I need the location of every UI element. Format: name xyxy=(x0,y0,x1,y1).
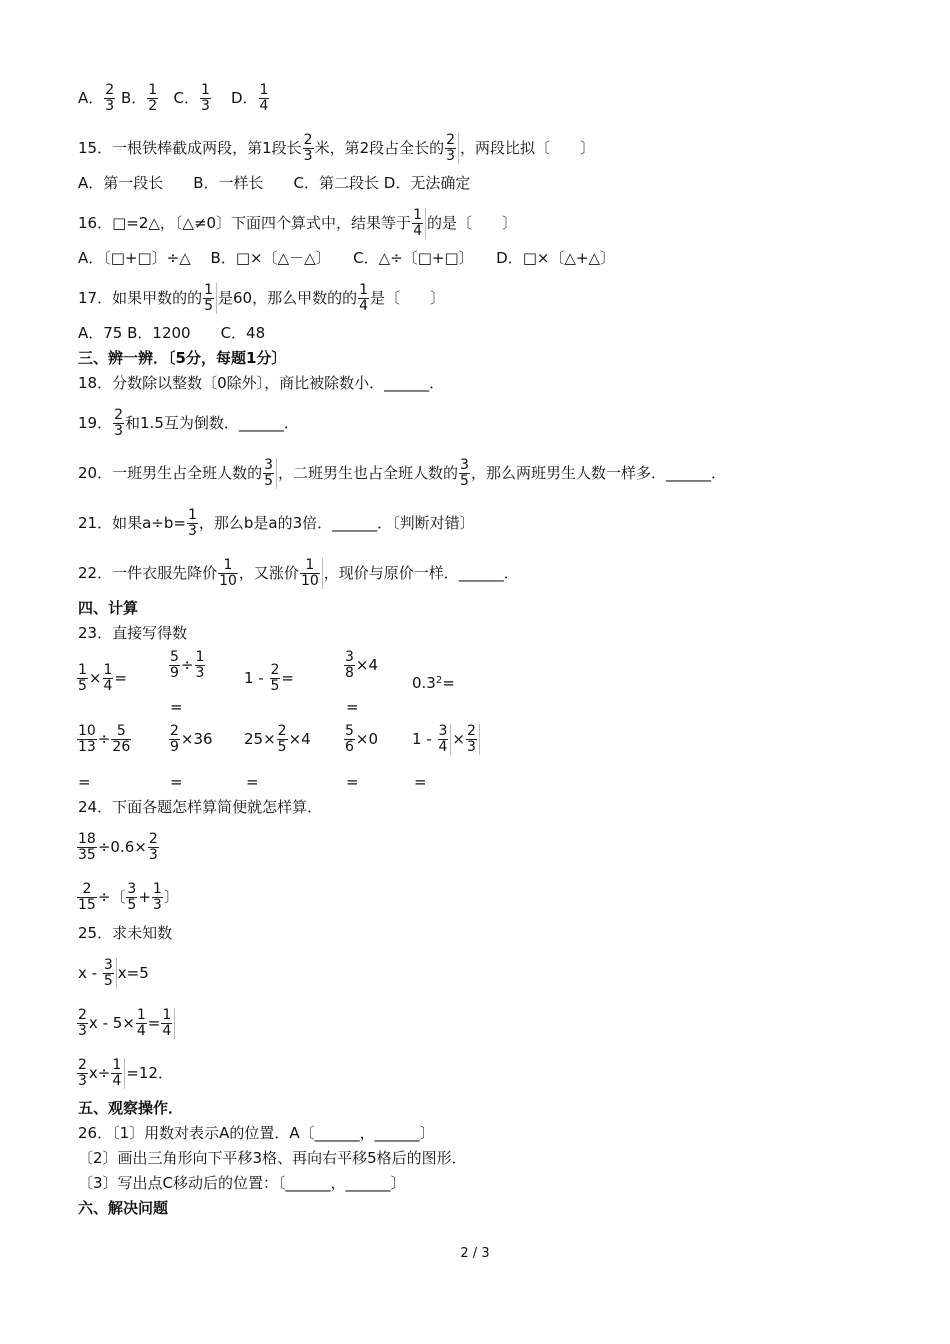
numerator: 3 xyxy=(264,457,274,473)
fraction xyxy=(438,724,452,755)
fraction xyxy=(161,1008,175,1039)
text-run: × xyxy=(88,669,102,687)
denominator: 2 xyxy=(148,98,158,114)
fraction xyxy=(111,724,131,755)
option-d-label: D． xyxy=(230,89,258,107)
q23-r2-c4 xyxy=(343,724,378,755)
denominator: 35 xyxy=(78,847,96,863)
denominator: 5 xyxy=(127,897,137,913)
option-b-label: B． xyxy=(120,89,147,107)
text-run: ÷〔 xyxy=(97,888,126,906)
denominator: 5 xyxy=(460,473,469,489)
text-run: 22．一件衣服先降价 xyxy=(78,564,218,582)
fraction xyxy=(303,133,314,164)
denominator: 3 xyxy=(78,1073,87,1089)
q20 xyxy=(78,458,726,489)
text-run: x - xyxy=(78,964,102,982)
fraction xyxy=(459,458,470,489)
fraction xyxy=(344,650,355,681)
section-5-heading: 五、观察操作． xyxy=(78,1099,184,1117)
numerator: 1 xyxy=(359,282,369,298)
q23-r2-c5-eq: = xyxy=(414,773,427,791)
q16-options: A．〔□+□〕÷△ B．□×〔△－△〕 C．△÷〔□+□〕 D．□×〔△+△〕 xyxy=(78,249,616,267)
text-run: × xyxy=(452,730,465,748)
q24-title: 24．下面各题怎样算简便就怎样算． xyxy=(78,798,323,816)
numerator: 1 xyxy=(259,82,269,98)
text-run: x=5 xyxy=(117,964,149,982)
fraction xyxy=(77,832,97,863)
denominator: 15 xyxy=(78,897,96,913)
fraction xyxy=(148,832,159,863)
text-run: ÷ xyxy=(180,656,194,674)
text-run: ，两段比拟〔 〕 xyxy=(460,139,596,157)
fraction xyxy=(77,724,97,755)
page-number: 2 / 3 xyxy=(460,1246,490,1261)
denominator: 8 xyxy=(345,665,354,681)
fraction xyxy=(466,724,480,755)
numerator: 18 xyxy=(78,831,96,847)
text-run: 2 xyxy=(435,675,443,686)
q26-line-2: 〔2〕画出三角形向下平移3格、再向右平移5格后的图形． xyxy=(78,1149,467,1167)
text-run: ÷0.6× xyxy=(97,838,147,856)
numerator: 2 xyxy=(270,662,280,678)
text-run: 19． xyxy=(78,414,113,432)
numerator: 5 xyxy=(111,724,131,740)
text-run: ×4 xyxy=(355,656,379,674)
fraction xyxy=(77,882,97,913)
text-run: 是60，那么甲数的的 xyxy=(218,289,358,307)
text-run: 米，第2段占全长的 xyxy=(314,139,445,157)
denominator: 3 xyxy=(446,148,456,164)
text-run: ×36 xyxy=(180,730,213,748)
text-run: 15．一根铁棒截成两段，第1段长 xyxy=(78,139,302,157)
fraction xyxy=(263,458,277,489)
text-run: = xyxy=(442,674,455,692)
q25-title: 25．求未知数 xyxy=(78,924,173,942)
q24-expr-2 xyxy=(76,882,179,913)
section-3-heading: 三、辨一辨．〔5分，每题1分〕 xyxy=(78,349,287,367)
text-run: = xyxy=(147,1014,161,1032)
q24-expr-1 xyxy=(76,832,160,863)
numerator: 2 xyxy=(170,723,179,739)
denominator: 3 xyxy=(105,98,115,114)
text-run: 20．一班男生占全班人数的 xyxy=(78,464,263,482)
numerator: 1 xyxy=(204,282,214,298)
text-run: ×0 xyxy=(355,730,379,748)
denominator: 4 xyxy=(112,1073,122,1089)
denominator: 3 xyxy=(195,665,205,681)
fraction xyxy=(412,208,426,239)
numerator: 2 xyxy=(78,1007,87,1023)
q23-r2-c2 xyxy=(168,724,213,755)
denominator: 26 xyxy=(112,739,131,755)
fraction xyxy=(187,508,198,539)
fraction xyxy=(77,1058,88,1089)
denominator: 3 xyxy=(303,148,313,164)
denominator: 9 xyxy=(170,665,179,681)
text-run: ，那么两班男生人数一样多．______． xyxy=(470,464,726,482)
q22 xyxy=(78,558,519,589)
q23-r2-c4-eq: = xyxy=(346,773,359,791)
numerator: 2 xyxy=(78,1057,87,1073)
numerator: 2 xyxy=(467,723,476,739)
denominator: 6 xyxy=(345,739,354,755)
text-run: 17．如果甲数的的 xyxy=(78,289,203,307)
denominator: 10 xyxy=(219,573,237,589)
numerator: 2 xyxy=(303,132,313,148)
fraction xyxy=(169,650,180,681)
q23-r1-c1 xyxy=(76,663,127,694)
denominator: 4 xyxy=(438,739,448,755)
numerator: 1 xyxy=(103,662,113,678)
text-run: ，二班男生也占全班人数的 xyxy=(278,464,459,482)
numerator: 1 xyxy=(218,558,238,574)
q21 xyxy=(78,508,475,539)
text-run: 16．□=2△，〔△≠0〕下面四个算式中，结果等于 xyxy=(78,214,412,232)
numerator: 2 xyxy=(148,831,158,847)
text-run: + xyxy=(138,888,151,906)
text-run: 1 - xyxy=(244,669,269,687)
fraction xyxy=(103,663,114,694)
fraction xyxy=(136,1008,147,1039)
numerator: 1 xyxy=(78,662,87,678)
q26-line-1: 26．〔1〕用数对表示A的位置．A〔______，______〕 xyxy=(78,1124,435,1142)
q25-expr-3 xyxy=(76,1058,173,1089)
denominator: 5 xyxy=(264,473,274,489)
text-run: 和1.5互为倒数．______． xyxy=(125,414,299,432)
denominator: 4 xyxy=(259,98,269,114)
q23-r1-c2-eq: = xyxy=(170,698,183,716)
q23-r2-c1 xyxy=(76,724,132,755)
text-run: 1 - xyxy=(412,730,437,748)
fraction xyxy=(358,283,369,314)
fraction xyxy=(103,958,117,989)
denominator: 3 xyxy=(114,423,124,439)
text-run: 21．如果a÷b= xyxy=(78,514,186,532)
q15-stem xyxy=(78,133,595,164)
q19 xyxy=(78,408,299,439)
q23-r1-c4-eq: = xyxy=(346,698,359,716)
fraction xyxy=(218,558,238,589)
text-run: x÷ xyxy=(88,1064,111,1082)
text-run: = xyxy=(114,669,127,687)
text-run: = xyxy=(281,669,294,687)
fraction xyxy=(200,83,211,114)
numerator: 1 xyxy=(112,1057,122,1073)
q14-options xyxy=(78,83,270,114)
denominator: 5 xyxy=(270,678,280,694)
fraction xyxy=(203,283,217,314)
denominator: 10 xyxy=(300,573,319,589)
text-run: x - 5× xyxy=(88,1014,135,1032)
numerator: 1 xyxy=(200,82,210,98)
fraction xyxy=(195,650,206,681)
numerator: 3 xyxy=(460,457,469,473)
numerator: 2 xyxy=(446,132,456,148)
fraction xyxy=(147,83,158,114)
numerator: 2 xyxy=(105,82,115,98)
option-c-label: C． xyxy=(173,89,199,107)
q23-r2-c3-eq: = xyxy=(246,773,259,791)
numerator: 5 xyxy=(170,649,179,665)
q17-stem xyxy=(78,283,445,314)
numerator: 1 xyxy=(162,1007,172,1023)
denominator: 3 xyxy=(152,897,162,913)
numerator: 1 xyxy=(187,507,197,523)
text-run: ，又涨价 xyxy=(238,564,299,582)
option-a-label: A． xyxy=(78,89,104,107)
fraction xyxy=(445,133,459,164)
q25-expr-2 xyxy=(76,1008,176,1039)
fraction xyxy=(259,83,270,114)
numerator: 10 xyxy=(78,723,96,739)
denominator: 9 xyxy=(170,739,179,755)
denominator: 3 xyxy=(148,847,158,863)
q15-options: A．第一段长 B．一样长 C．第二段长 D．无法确定 xyxy=(78,174,471,192)
numerator: 1 xyxy=(152,881,162,897)
q23-r2-c1-eq: = xyxy=(78,773,91,791)
fraction xyxy=(152,882,163,913)
fraction xyxy=(277,724,288,755)
fraction xyxy=(300,558,323,589)
numerator: 1 xyxy=(148,82,158,98)
text-run: ×4 xyxy=(288,730,311,748)
text-run: 0.3 xyxy=(412,674,436,692)
text-run: =12． xyxy=(126,1064,173,1082)
denominator: 3 xyxy=(187,523,197,539)
q16-stem xyxy=(78,208,517,239)
numerator: 3 xyxy=(103,957,113,973)
denominator: 3 xyxy=(467,739,476,755)
q23-r1-c3 xyxy=(244,663,294,694)
numerator: 2 xyxy=(277,723,287,739)
fraction xyxy=(270,663,281,694)
denominator: 3 xyxy=(78,1023,87,1039)
numerator: 1 xyxy=(300,558,320,574)
denominator: 4 xyxy=(162,1023,172,1039)
denominator: 4 xyxy=(136,1023,146,1039)
fraction xyxy=(126,882,137,913)
denominator: 13 xyxy=(78,739,96,755)
fraction xyxy=(113,408,124,439)
q23-r1-c5 xyxy=(412,673,455,693)
q25-expr-1 xyxy=(78,958,149,989)
fraction xyxy=(77,1008,88,1039)
denominator: 5 xyxy=(277,739,287,755)
q23-title: 23．直接写得数 xyxy=(78,624,188,642)
q23-r2-c3 xyxy=(244,724,311,755)
fraction xyxy=(77,663,88,694)
denominator: 3 xyxy=(200,98,210,114)
denominator: 5 xyxy=(78,678,87,694)
numerator: 1 xyxy=(413,207,422,223)
denominator: 5 xyxy=(103,973,113,989)
q23-r2-c5 xyxy=(412,724,481,755)
q23-r1-c2 xyxy=(168,650,206,681)
fraction xyxy=(344,724,355,755)
fraction xyxy=(104,83,115,114)
denominator: 4 xyxy=(413,223,422,239)
numerator: 3 xyxy=(127,881,137,897)
numerator: 3 xyxy=(345,649,354,665)
numerator: 2 xyxy=(77,882,97,898)
text-run: ，那么b是a的3倍．______．〔判断对错〕 xyxy=(198,514,475,532)
q18: 18．分数除以整数〔0除外〕，商比被除数小．______． xyxy=(78,374,445,392)
numerator: 2 xyxy=(114,407,124,423)
numerator: 3 xyxy=(438,723,448,739)
text-run: ，现价与原价一样．______． xyxy=(323,564,519,582)
section-4-heading: 四、计算 xyxy=(78,599,139,617)
text-run: 25× xyxy=(244,730,276,748)
text-run: 〕 xyxy=(163,888,179,906)
q17-options: A．75 B．1200 C．48 xyxy=(78,324,266,342)
numerator: 1 xyxy=(136,1007,146,1023)
denominator: 5 xyxy=(204,298,214,314)
section-6-heading: 六、解决问题 xyxy=(78,1199,169,1217)
text-run: 的是〔 〕 xyxy=(426,214,517,232)
numerator: 1 xyxy=(195,649,205,665)
denominator: 4 xyxy=(359,298,369,314)
q23-r2-c2-eq: = xyxy=(170,773,183,791)
denominator: 4 xyxy=(103,678,113,694)
numerator: 5 xyxy=(345,723,354,739)
fraction xyxy=(111,1058,125,1089)
fraction xyxy=(169,724,180,755)
text-run: 是〔 〕 xyxy=(370,289,446,307)
q26-line-3: 〔3〕写出点C移动后的位置：〔______，______〕 xyxy=(78,1174,406,1192)
text-run: ÷ xyxy=(97,730,111,748)
q23-r1-c4 xyxy=(343,650,378,681)
